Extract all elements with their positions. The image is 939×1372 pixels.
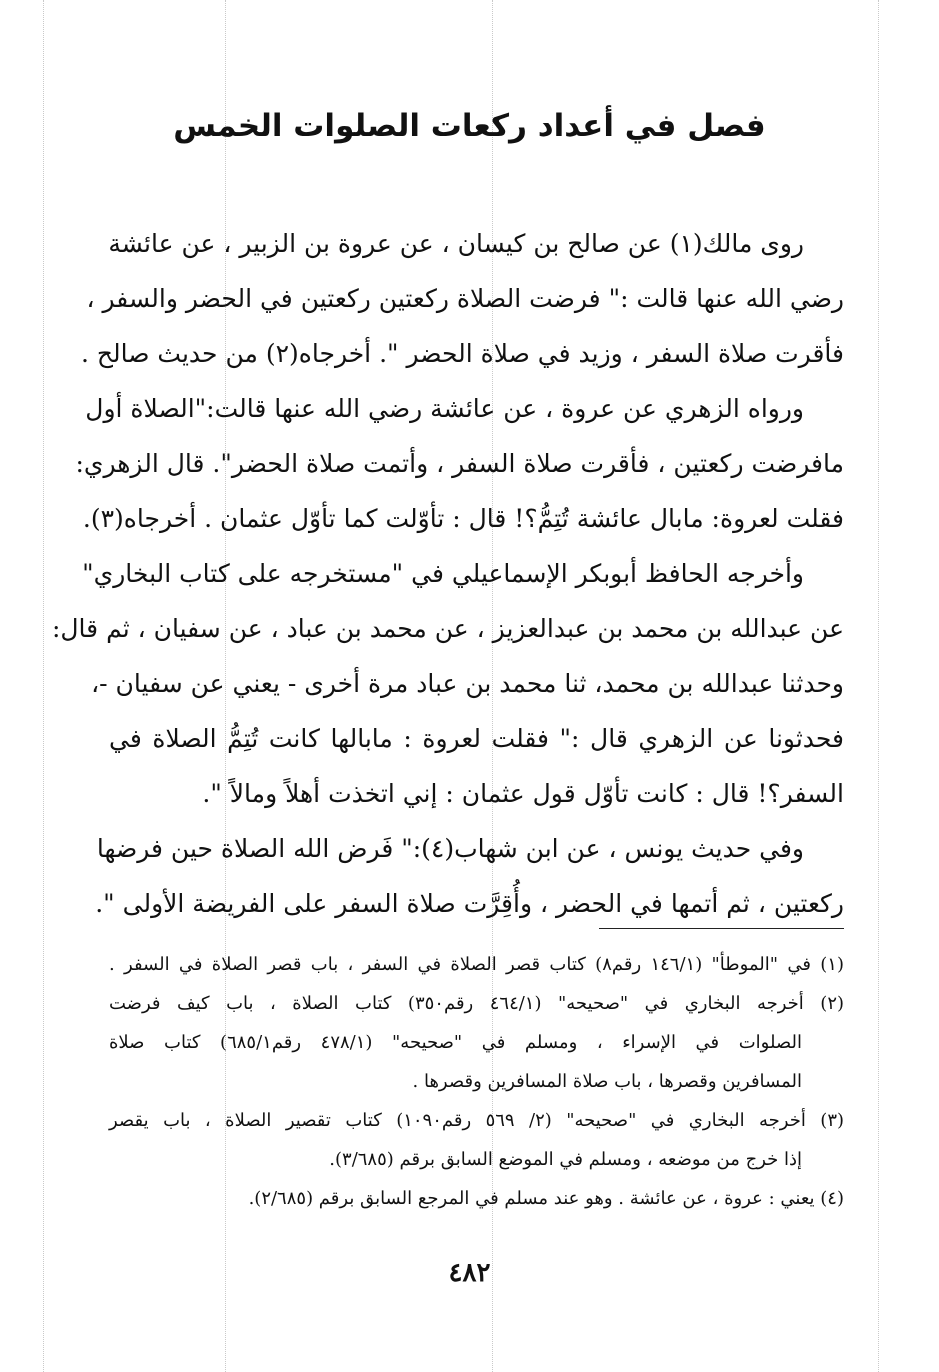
footnote-line: (٤) يعني : عروة ، عن عائشة . وهو عند مسلم في المرجع السابق برقم (٢/٦٨٥). bbox=[248, 1188, 844, 1209]
body-line: وفي حديث يونس ، عن ابن شهاب(٤):" فَرض الله الصلاة حين فرضها bbox=[96, 834, 804, 863]
footnote-line: (٣) أخرجه البخاري في "صحيحه" (٢/ ٥٦٩ رقم١٠٩٠) كتاب تقصير الصلاة ، باب يقصر bbox=[109, 1110, 845, 1131]
body-line: فحدثونا عن الزهري قال :" فقلت لعروة : مابالها كانت تُتِمُّ الصلاة في bbox=[109, 724, 844, 753]
footnote-line: المسافرين وقصرها ، باب صلاة المسافرين وقصرها . bbox=[412, 1071, 802, 1092]
body-line: مافرضت ركعتين ، فأقرت صلاة السفر ، وأتمت صلاة الحضر". قال الزهري: bbox=[75, 449, 844, 478]
body-line: وحدثنا عبدالله بن محمد، ثنا محمد بن عباد مرة أخرى - يعني عن سفيان -، bbox=[91, 669, 844, 698]
body-line: وأخرجه الحافظ أبوبكر الإسماعيلي في "مستخرجه على كتاب البخاري" bbox=[82, 559, 804, 588]
footnotes bbox=[109, 945, 844, 1218]
footnote-line: إذا خرج من موضعه ، ومسلم في الموضع السابق برقم (٣/٦٨٥). bbox=[329, 1149, 802, 1170]
body-line: روى مالك(١) عن صالح بن كيسان ، عن عروة بن الزبير ، عن عائشة bbox=[108, 229, 804, 258]
body-line: فقلت لعروة: مابال عائشة تُتِمُّ؟! قال : تأوّلت كما تأوّل عثمان . أخرجاه(٣). bbox=[82, 504, 844, 533]
body-line: عن عبدالله بن محمد بن عبدالعزيز ، عن محمد بن عباد ، عن سفيان ، ثم قال: bbox=[51, 614, 844, 643]
body-line: السفر؟! قال : كانت تأوّل قول عثمان : إني اتخذت أهلاً ومالاً ". bbox=[202, 779, 844, 808]
section-title: فصل في أعداد ركعات الصلوات الخمس bbox=[173, 108, 766, 144]
scan-line bbox=[43, 0, 44, 1372]
body-line: فأقرت صلاة السفر ، وزيد في صلاة الحضر ". أخرجاه(٢) من حديث صالح . bbox=[80, 339, 844, 368]
footnote-line: (١) في "الموطأ" (١٤٦/١ رقم٨) كتاب قصر الصلاة في السفر ، باب قصر الصلاة في السفر . bbox=[109, 954, 844, 975]
scan-line bbox=[878, 0, 879, 1372]
body-line: رضي الله عنها قالت :" فرضت الصلاة ركعتين ركعتين في الحضر والسفر ، bbox=[86, 284, 844, 313]
footnote-line: الصلوات في الإسراء ، ومسلم في "صحيحه" (٤٧٨/١ رقم٦٨٥/١) كتاب صلاة bbox=[109, 1032, 803, 1053]
body-line: ركعتين ، ثم أتمها في الحضر ، وأُقِرَّت صلاة السفر على الفريضة الأولى ". bbox=[95, 889, 844, 918]
footnote-separator bbox=[599, 928, 844, 929]
body-line: ورواه الزهري عن عروة ، عن عائشة رضي الله عنها قالت:"الصلاة أول bbox=[85, 394, 804, 423]
page-number: ٤٨٢ bbox=[448, 1258, 491, 1288]
footnote-line: (٢) أخرجه البخاري في "صحيحه" (٤٦٤/١ رقم٣٥٠) كتاب الصلاة ، باب كيف فرضت bbox=[109, 993, 845, 1014]
main-text bbox=[51, 216, 844, 931]
